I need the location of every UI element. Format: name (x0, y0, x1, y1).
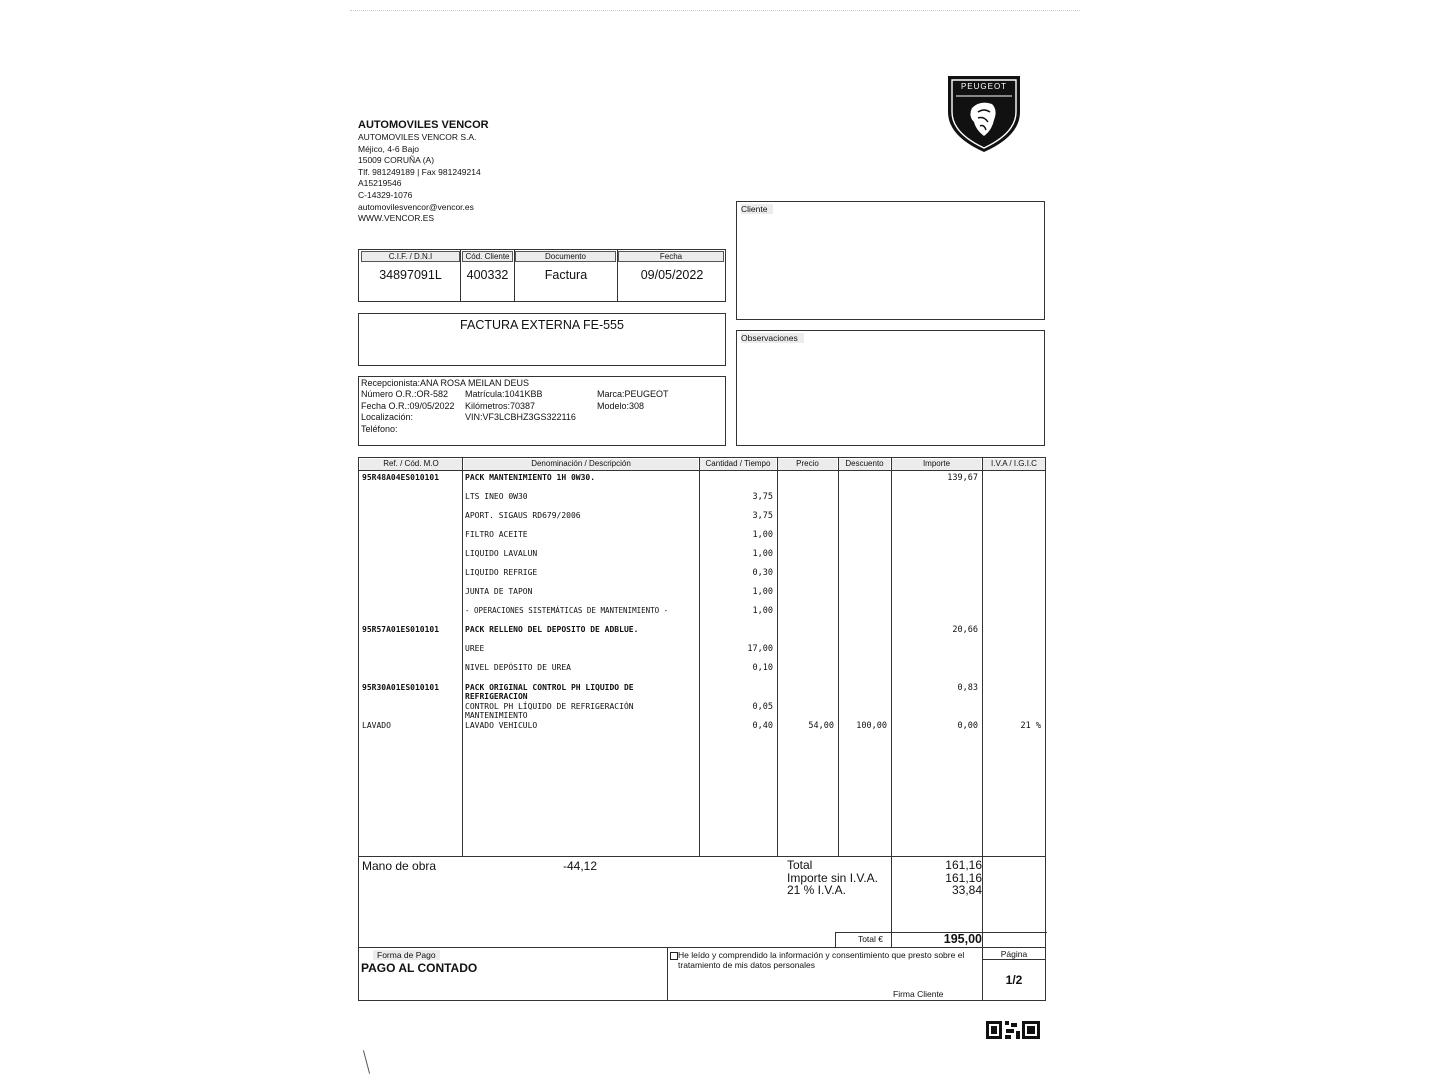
col-header-price: Precio (778, 459, 837, 470)
row-quantity: 0,10 (752, 663, 773, 673)
totals-box (358, 856, 1046, 948)
row-description: LIQUIDO REFRIGE (465, 568, 538, 577)
invoice-title: FACTURA EXTERNA FE-555 (460, 318, 624, 332)
row-amount: 20,66 (952, 625, 978, 635)
row-discount: 100,00 (856, 721, 887, 731)
row-description: PACK RELLENO DEL DEPOSITO DE ADBLUE. (465, 625, 639, 634)
row-description: PACK MANTENIMIENTO 1H 0W30. (465, 473, 596, 482)
client-label: Cliente (741, 204, 773, 214)
vehicle-field: Localización: (361, 412, 414, 423)
vehicle-field: Marca:PEUGEOT (597, 389, 669, 399)
row-amount: 0,00 (957, 721, 978, 731)
date-value: 09/05/2022 (640, 268, 704, 282)
row-ref: 95R57A01ES010101 (362, 625, 440, 634)
col-header-quantity: Cantidad / Tiempo (700, 459, 776, 470)
cif-value: 34897091L (379, 268, 442, 282)
client-box (736, 201, 1045, 320)
row-amount: 139,67 (947, 473, 978, 483)
vehicle-field: Kilómetros:70387 (465, 400, 536, 411)
grand-total-value: 195,00 (943, 932, 982, 946)
labor-label: Mano de obra (362, 859, 437, 873)
qr-code-icon (986, 1021, 1042, 1039)
vehicle-field: Número O.R.:OR-582 (361, 389, 449, 399)
row-description: LTS INEO 0W30 (465, 492, 528, 501)
vehicle-field: Matrícula:1041KBB (465, 389, 543, 399)
consent-text: He leído y comprendido la información y consentimiento que presto sobre el tratamiento de mis datos personales (678, 950, 965, 970)
footer-box (358, 947, 1046, 1001)
company-line: Tlf. 981249189 | Fax 981249214 (358, 166, 481, 177)
row-quantity: 0,30 (752, 568, 773, 578)
document-value: Factura (544, 268, 588, 282)
observations-label: Observaciones (741, 333, 804, 343)
client-code-value: 400332 (466, 268, 509, 282)
col-header-discount: Descuento (839, 459, 890, 470)
row-description: FILTRO ACEITE (465, 530, 528, 539)
grand-total-label: Total € (857, 934, 883, 944)
row-description: CONTROL PH LÍQUIDO DE REFRIGERACIÓN MANTENIMIENTO (465, 702, 634, 720)
vehicle-field: Teléfono: (361, 423, 398, 434)
col-header-description: Denominación / Descripción (464, 459, 698, 470)
vehicle-field: VIN:VF3LCBHZ3GS322116 (465, 412, 576, 423)
cif-header: C.I.F. / D.N.I (361, 251, 460, 262)
row-quantity: 0,05 (752, 702, 773, 712)
company-line: C-14329-1076 (358, 189, 413, 200)
company-info (358, 119, 658, 225)
row-quantity: 3,75 (752, 492, 773, 502)
signature-label: Firma Cliente (893, 989, 944, 999)
row-ref: LAVADO (362, 721, 391, 730)
row-amount: 0,83 (957, 683, 978, 693)
payment-method-label: Forma de Pago (373, 950, 440, 960)
receptionist: Recepcionista:ANA ROSA MEILAN DEUS (361, 378, 530, 388)
col-header-vat: I.V.A / I.G.I.C (983, 459, 1045, 470)
total-value: 161,16 (945, 858, 982, 872)
page-number: 1/2 (1005, 973, 1023, 987)
subtotal-label: Importe sin I.V.A. (787, 870, 878, 885)
line-items-table (358, 457, 1046, 857)
client-code-header: Cód. Cliente (462, 251, 513, 262)
col-header-ref: Ref. / Cód. M.O (360, 459, 462, 470)
vehicle-info-box (358, 376, 726, 446)
observations-box (736, 330, 1045, 446)
row-description: UREE (465, 644, 485, 653)
scan-mark (363, 1050, 370, 1073)
company-line: WWW.VENCOR.ES (358, 213, 435, 224)
row-ref: 95R48A04ES010101 (362, 473, 440, 482)
vat-label: 21 % I.V.A. (787, 883, 846, 897)
row-quantity: 1,00 (752, 549, 773, 559)
document-info-box (358, 249, 726, 302)
company-line: AUTOMOVILES VENCOR S.A. (358, 132, 477, 142)
company-line: Méjico, 4-6 Bajo (358, 143, 419, 154)
row-quantity: 1,00 (752, 530, 773, 540)
payment-method-value: PAGO AL CONTADO (361, 961, 478, 975)
consent-checkbox[interactable] (670, 952, 678, 960)
row-description: LAVADO VEHICULO (465, 721, 538, 730)
row-description: JUNTA DE TAPON (465, 587, 533, 596)
company-line: A15219546 (358, 178, 402, 189)
row-description: PACK ORIGINAL CONTROL PH LIQUIDO DE REFRIGERACION (465, 683, 634, 701)
row-vat: 21 % (1020, 721, 1041, 731)
row-quantity: 1,00 (752, 587, 773, 597)
row-price: 54,00 (808, 721, 834, 731)
row-description: APORT. SIGAUS RD679/2006 (465, 511, 581, 520)
row-description: - OPERACIONES SISTEMÁTICAS DE MANTENIMIENTO - (465, 606, 669, 615)
row-description: NIVEL DEPÓSITO DE UREA (465, 663, 571, 672)
vehicle-field: Modelo:308 (597, 400, 645, 411)
row-ref: 95R30A01ES010101 (362, 683, 440, 692)
col-header-amount: Importe (892, 459, 981, 470)
vat-value: 33,84 (951, 883, 982, 897)
vehicle-field: Fecha O.R.:09/05/2022 (361, 400, 455, 411)
company-name: AUTOMOVILES VENCOR (358, 119, 489, 131)
date-header: Fecha (618, 251, 724, 262)
company-line: 15009 CORUÑA (A) (358, 155, 435, 166)
labor-value: -44,12 (563, 859, 598, 873)
row-quantity: 3,75 (752, 511, 773, 521)
row-quantity: 17,00 (747, 644, 773, 654)
company-line: automovilesvencor@vencor.es (358, 201, 474, 212)
total-label: Total (787, 858, 813, 872)
row-description: LIQUIDO LAVALUN (465, 549, 538, 558)
brand-name: PEUGEOT (960, 82, 1008, 91)
invoice-title-box (358, 313, 726, 366)
row-quantity: 1,00 (752, 606, 773, 616)
document-header: Documento (515, 251, 616, 262)
row-quantity: 0,40 (752, 721, 773, 731)
page-label: Página (983, 949, 1045, 960)
scan-mark (350, 10, 1080, 12)
peugeot-logo (946, 74, 1022, 154)
subtotal-value: 161,16 (945, 870, 982, 885)
